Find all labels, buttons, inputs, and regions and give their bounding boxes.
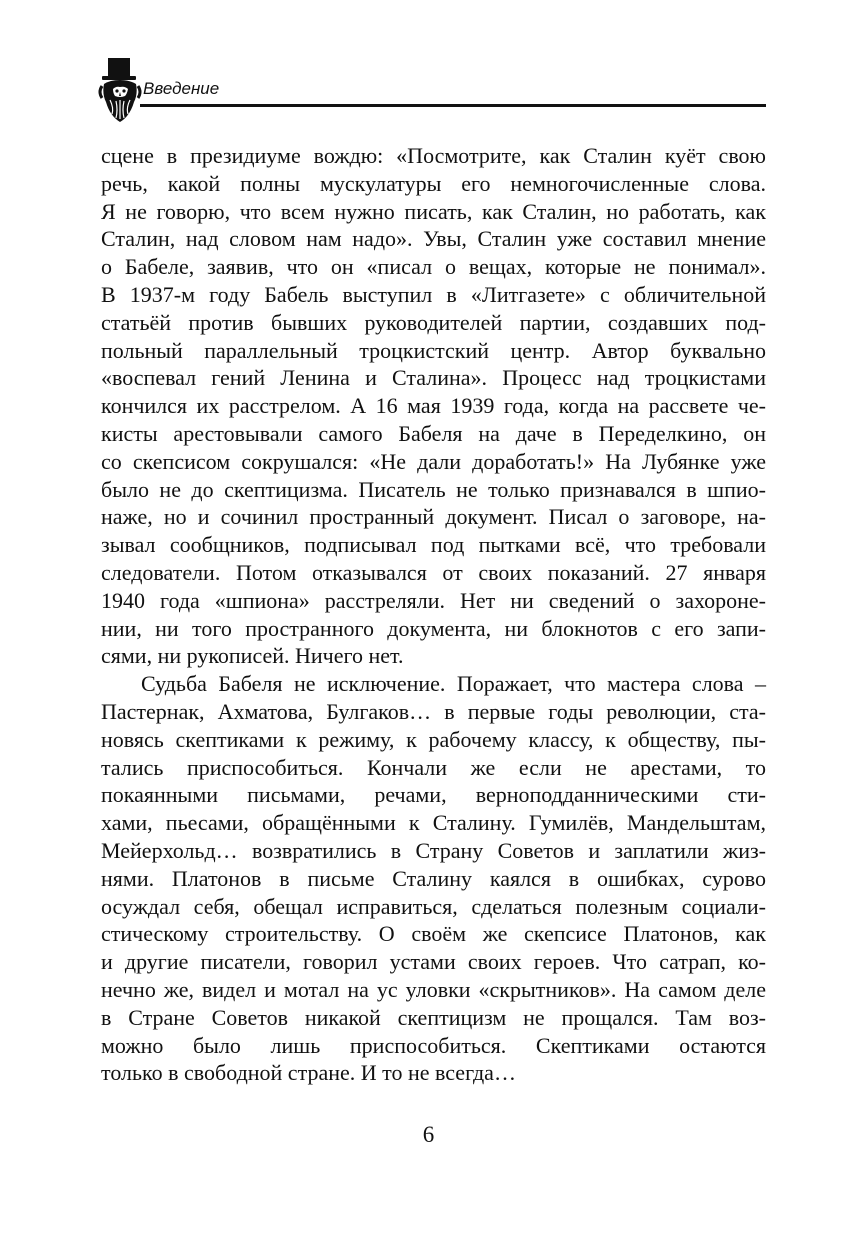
text-line: со скепсисом сокрушался: «Не дали доработать!» На Лубянке уже xyxy=(101,448,766,474)
header-divider xyxy=(140,104,766,107)
text-line: покаянными письмами, речами, верноподданническими сти- xyxy=(101,782,766,808)
running-header-title: Введение xyxy=(143,79,220,98)
text-line: статьёй против бывших руководителей партии, создавших под- xyxy=(101,309,766,335)
text-line: кисты арестовывали самого Бабеля на даче в Переделкино, он xyxy=(101,420,766,446)
text-line: можно было лишь приспособиться. Скептиками остаются xyxy=(101,1032,766,1058)
page-number: 6 xyxy=(422,1122,435,1147)
text-line: нии, ни того пространного документа, ни блокнотов с его запи- xyxy=(101,615,766,641)
text-line: тались приспособиться. Кончали же если не арестами, то xyxy=(101,754,766,780)
paragraph xyxy=(101,142,766,670)
text-line: зывал сообщников, подписывал под пытками всё, что требовали xyxy=(101,532,766,558)
paragraph xyxy=(101,670,766,1087)
text-line: только в свободной стране. И то не всегда… xyxy=(101,1060,516,1086)
text-line: осуждал себя, обещал исправиться, сделаться полезным социали- xyxy=(101,893,766,919)
text-line: «воспевал гений Ленина и Сталина». Процесс над троцкистами xyxy=(101,365,766,391)
text-line: Пастернак, Ахматова, Булгаков… в первые годы революции, ста- xyxy=(101,698,766,724)
text-line: новясь скептиками к режиму, к рабочему классу, к обществу, пы- xyxy=(101,726,766,752)
text-line: Судьба Бабеля не исключение. Поражает, что мастера слова – xyxy=(141,671,766,697)
text-line: нями. Платонов в письме Сталину каялся в ошибках, сурово xyxy=(101,865,766,891)
text-line: было не до скептицизма. Писатель не только признавался в шпио- xyxy=(101,476,766,502)
text-line: Сталин, над словом нам надо». Увы, Сталин уже составил мнение xyxy=(101,226,766,252)
text-line: и другие писатели, говорил устами своих героев. Что сатрап, ко- xyxy=(101,949,766,975)
text-line: польный параллельный троцкистский центр. Автор буквально xyxy=(101,337,766,363)
text-line: нечно же, видел и мотал на ус уловки «скрытников». На самом деле xyxy=(101,976,766,1002)
text-line: Мейерхольд… возвратились в Страну Советов и заплатили жиз- xyxy=(101,837,766,863)
bearded-man-top-hat-logo-icon xyxy=(96,56,144,126)
text-line: Я не говорю, что всем нужно писать, как Сталин, но работать, как xyxy=(101,198,766,224)
text-line: В 1937-м году Бабель выступил в «Литгазете» с обличительной xyxy=(101,281,766,307)
text-line: 1940 года «шпиона» расстреляли. Нет ни сведений о захороне- xyxy=(101,587,766,613)
text-line: сями, ни рукописей. Ничего нет. xyxy=(101,643,404,669)
text-line: кончился их расстрелом. А 16 мая 1939 года, когда на рассвете че- xyxy=(101,393,766,419)
text-line: стическому строительству. О своём же скепсисе Платонов, как xyxy=(101,921,766,947)
text-line: наже, но и сочинил пространный документ. Писал о заговоре, на- xyxy=(101,504,766,530)
text-line: следователи. Потом отказывался от своих показаний. 27 января xyxy=(101,559,766,585)
text-line: речь, какой полны мускулатуры его немногочисленные слова. xyxy=(101,170,766,196)
text-line: в Стране Советов никакой скептицизм не прощался. Там воз- xyxy=(101,1004,766,1030)
text-line: хами, пьесами, обращёнными к Сталину. Гумилёв, Мандельштам, xyxy=(101,810,766,836)
text-line: сцене в президиуме вождю: «Посмотрите, как Сталин куёт свою xyxy=(101,143,766,168)
main-text-body xyxy=(101,142,766,1087)
text-line: о Бабеле, заявив, что он «писал о вещах, которые не понимал». xyxy=(101,254,766,280)
